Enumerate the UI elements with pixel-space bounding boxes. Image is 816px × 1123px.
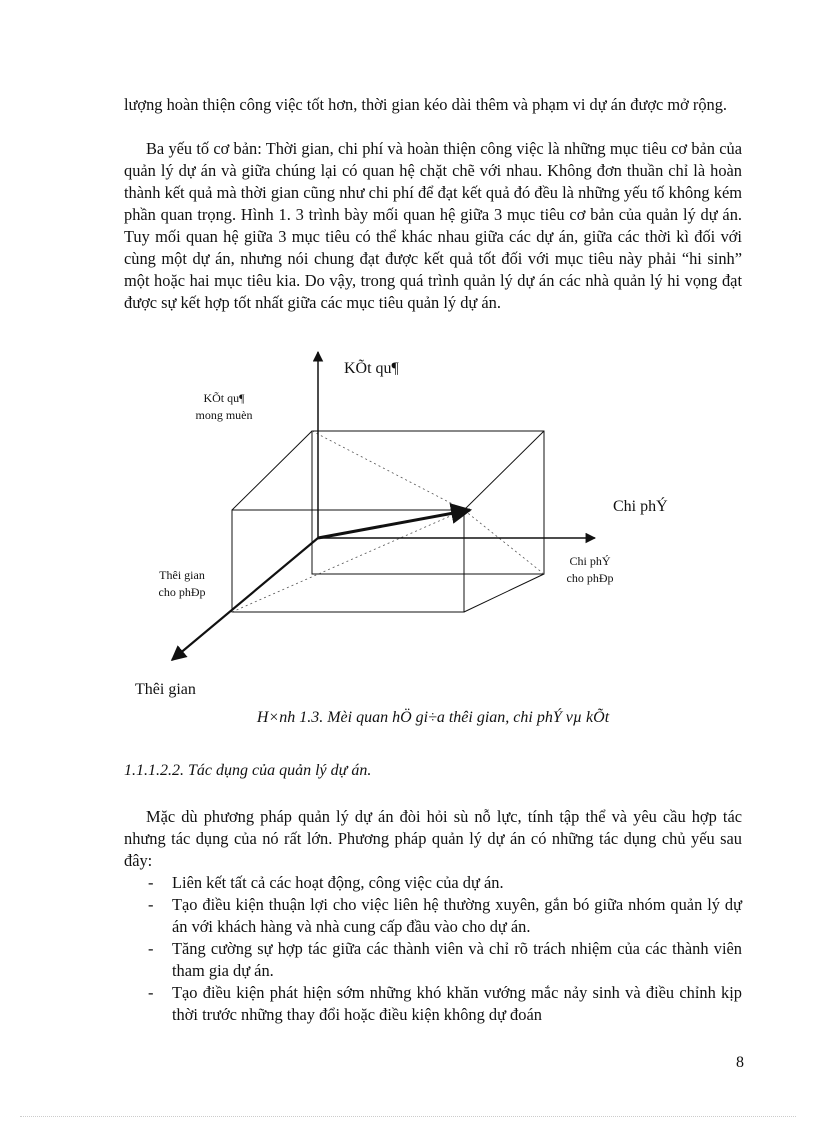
- paragraph-2: [124, 138, 742, 314]
- benefits-list: [124, 872, 742, 1026]
- figure-1-3-diagram: [120, 340, 720, 700]
- paragraph-1: [124, 94, 742, 116]
- guide-line-time: [232, 510, 464, 612]
- time-axis: [172, 538, 318, 660]
- box-back-face: [312, 431, 544, 574]
- target-vector: [318, 510, 470, 538]
- label-cost-axis: Chi phÝ: [613, 498, 668, 515]
- guide-line-back: [312, 431, 464, 510]
- label-allowed-time-2: cho phÐp: [158, 585, 206, 599]
- box-edge-top-right: [464, 431, 544, 510]
- list-item: - Tăng cường sự hợp tác giữa các thành viên và chỉ rõ trách nhiệm của các thành viên tham gia dự án.: [124, 938, 742, 982]
- box-edge-bottom-right: [464, 574, 544, 612]
- paragraph-3-text: Mặc dù phương pháp quản lý dự án đòi hỏi sù nỗ lực, tính tập thể và yêu cầu hợp tác nhưng tác dụng của nó rất lớn. Phương pháp quản lý dự án có những tác dụng chủ yếu sau đây:: [124, 807, 742, 870]
- label-desired-result-2: mong muèn: [195, 408, 253, 422]
- label-allowed-cost-2: cho phÐp: [566, 571, 614, 585]
- label-time-axis: Thêi gian: [135, 681, 196, 698]
- figure-caption: H×nh 1.3. Mèi quan hÖ gi÷a thêi gian, chi phÝ vµ kÕt: [256, 709, 610, 726]
- section-heading: 1.1.1.2.2. Tác dụng của quản lý dự án.: [124, 762, 372, 779]
- page-bottom-divider: [20, 1116, 796, 1117]
- label-desired-result-1: KÕt qu¶: [203, 391, 245, 405]
- label-result-axis: KÕt qu¶: [344, 360, 399, 377]
- page-number: 8: [736, 1054, 744, 1071]
- label-allowed-cost-1: Chi phÝ: [569, 554, 611, 568]
- paragraph-2-text: Ba yếu tố cơ bản: Thời gian, chi phí và hoàn thiện công việc là những mục tiêu cơ bản của quản lý dự án và giữa chúng lại có quan hệ chặt chẽ với nhau. Không đơn thuần chỉ là hoàn thành kết quả mà thời gian cũng như chi phí để đạt kết quả đó đều là những yếu tố không kém phần quan trọng. Hình 1. 3 trình bày mối quan hệ giữa 3 mục tiêu cơ bản của quản lý dự án. Tuy mối quan hệ giữa 3 mục tiêu có thể khác nhau giữa các dự án, giữa các thời kì đối với cùng một dự án, nhưng nói chung đạt được kết quả tốt đối với mục tiêu này phải “hi sinh” một hoặc hai mục tiêu kia. Do vậy, trong quá trình quản lý dự án các nhà quản lý hi vọng đạt được sự kết hợp tốt nhất giữa các mục tiêu quản lý dự án.: [124, 139, 742, 312]
- paragraph-1-text: lượng hoàn thiện công việc tốt hơn, thời gian kéo dài thêm và phạm vi dự án được mở rộng.: [124, 95, 728, 114]
- label-allowed-time-1: Thêi gian: [159, 568, 205, 582]
- list-item: - Liên kết tất cả các hoạt động, công việc của dự án.: [124, 872, 742, 894]
- guide-line-cost: [464, 510, 544, 574]
- paragraph-3: [124, 806, 742, 1026]
- list-item: - Tạo điều kiện phát hiện sớm những khó khăn vướng mắc nảy sinh và điều chỉnh kịp thời trước những thay đổi hoặc điều kiện không dự đoán: [124, 982, 742, 1026]
- list-item: - Tạo điều kiện thuận lợi cho việc liên hệ thường xuyên, gắn bó giữa nhóm quản lý dự án với khách hàng và nhà cung cấp đầu vào cho dự án.: [124, 894, 742, 938]
- box-edge-top-left: [232, 431, 312, 510]
